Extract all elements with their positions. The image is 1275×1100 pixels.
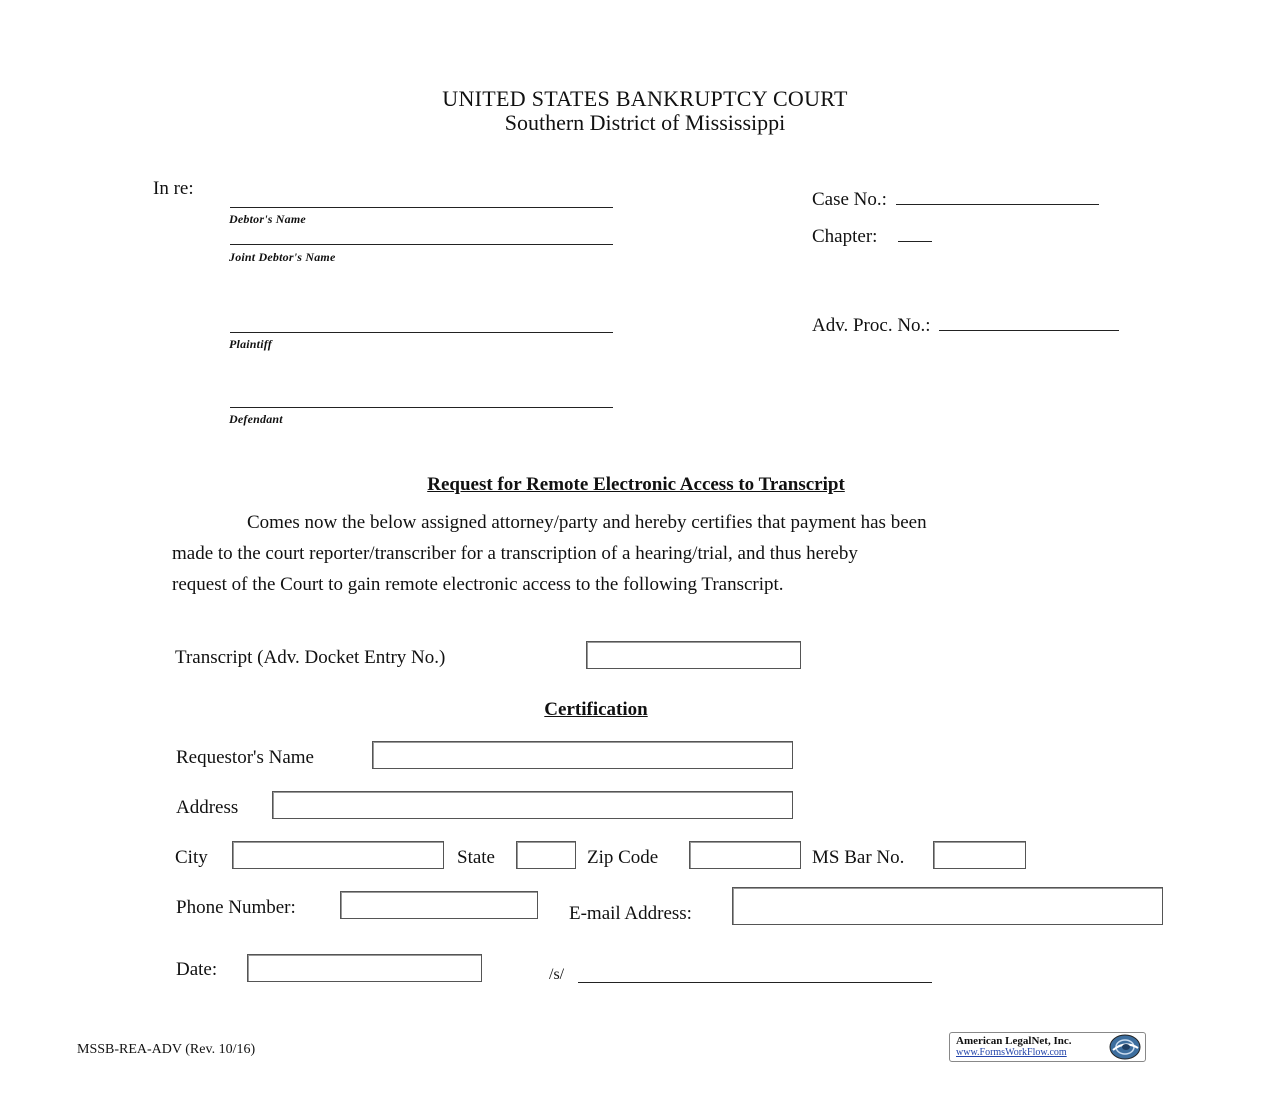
joint-debtor-line[interactable] xyxy=(230,244,613,245)
case-no-label: Case No.: xyxy=(812,189,887,210)
signature-prefix: /s/ xyxy=(549,966,565,983)
address-input[interactable] xyxy=(272,791,793,819)
requestor-name-label: Requestor's Name xyxy=(176,747,314,768)
request-line-2: made to the court reporter/transcriber for a transcription of a hearing/trial, and thus hereby xyxy=(172,543,858,564)
court-district: Southern District of Mississippi xyxy=(504,110,786,135)
request-line-3: request of the Court to gain remote electronic access to the following Transcript. xyxy=(172,574,784,595)
zip-code-input[interactable] xyxy=(689,841,801,869)
zip-code-label: Zip Code xyxy=(587,847,659,868)
chapter-label: Chapter: xyxy=(812,226,878,247)
plaintiff-label: Plaintiff xyxy=(229,337,272,351)
form-code: MSSB-REA-ADV (Rev. 10/16) xyxy=(77,1042,256,1057)
chapter-row xyxy=(812,223,932,248)
phone-number-label: Phone Number: xyxy=(176,897,296,918)
phone-number-input[interactable] xyxy=(340,891,538,919)
vendor-logo[interactable] xyxy=(949,1032,1146,1062)
globe-icon xyxy=(1107,1034,1143,1060)
defendant-label: Defendant xyxy=(229,412,283,426)
date-label: Date: xyxy=(176,959,218,980)
case-no-line[interactable] xyxy=(896,186,1099,205)
transcript-label: Transcript (Adv. Docket Entry No.) xyxy=(175,647,446,668)
address-label: Address xyxy=(176,797,239,818)
case-no-row xyxy=(812,186,1099,211)
vendor-url[interactable]: www.FormsWorkFlow.com xyxy=(956,1047,1067,1058)
email-address-input[interactable] xyxy=(732,887,1163,925)
in-re-label: In re: xyxy=(153,178,194,199)
joint-debtor-label: Joint Debtor's Name xyxy=(229,250,336,264)
adv-proc-label: Adv. Proc. No.: xyxy=(812,315,931,336)
request-title: Request for Remote Electronic Access to Transcript xyxy=(427,474,845,495)
signature-line[interactable] xyxy=(578,982,932,983)
certification-title: Certification xyxy=(544,699,648,720)
adv-proc-row xyxy=(812,312,1119,337)
adv-proc-line[interactable] xyxy=(939,312,1119,331)
debtor-name-line[interactable] xyxy=(230,207,613,208)
vendor-name: American LegalNet, Inc. xyxy=(956,1035,1072,1047)
ms-bar-no-input[interactable] xyxy=(933,841,1026,869)
date-input[interactable] xyxy=(247,954,482,982)
email-address-label: E-mail Address: xyxy=(569,903,692,924)
state-label: State xyxy=(457,847,495,868)
request-line-1: Comes now the below assigned attorney/party and hereby certifies that payment has been xyxy=(247,512,927,533)
transcript-entry-input[interactable] xyxy=(586,641,801,669)
state-input[interactable] xyxy=(516,841,576,869)
defendant-line[interactable] xyxy=(230,407,613,408)
chapter-line[interactable] xyxy=(898,223,932,242)
plaintiff-line[interactable] xyxy=(230,332,613,333)
city-input[interactable] xyxy=(232,841,444,869)
debtor-name-label: Debtor's Name xyxy=(229,212,306,226)
city-label: City xyxy=(175,847,208,868)
court-name: UNITED STATES BANKRUPTCY COURT xyxy=(442,86,848,111)
ms-bar-no-label: MS Bar No. xyxy=(812,847,905,868)
requestor-name-input[interactable] xyxy=(372,741,793,769)
